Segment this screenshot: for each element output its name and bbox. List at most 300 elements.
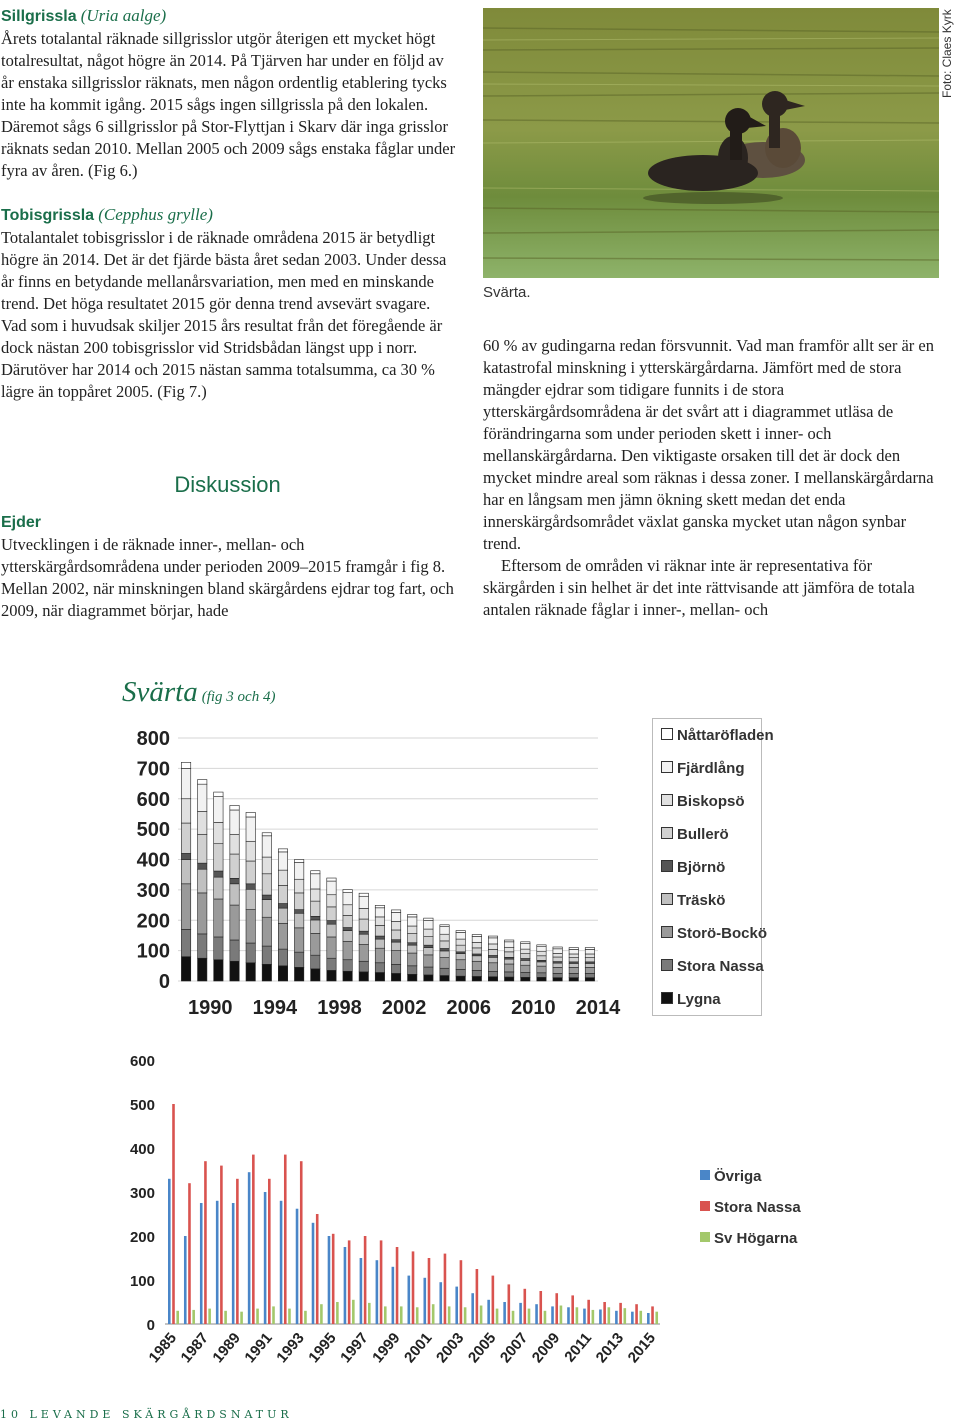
legend-swatch bbox=[661, 728, 673, 740]
bar-segment bbox=[553, 978, 562, 981]
bar bbox=[336, 1302, 339, 1324]
bar bbox=[300, 1161, 303, 1324]
bar-segment bbox=[327, 878, 336, 881]
legend-swatch bbox=[661, 992, 673, 1004]
legend-item bbox=[661, 991, 721, 1008]
bar-segment bbox=[214, 792, 223, 797]
bar-segment bbox=[327, 907, 336, 921]
bar bbox=[328, 1236, 331, 1324]
bar-segment bbox=[456, 969, 465, 976]
bar-segment bbox=[424, 967, 433, 975]
ejder-text: Utvecklingen i de räknade inner-, mellan- och ytterskärgårdsområdena under perioden 2009–2015 framgår i fig 8. Mellan 2002, när minskningen bland skärgårdens ejdrar tog fart, och 2009, när diagrammet börjar, hade bbox=[1, 535, 454, 620]
bar-segment bbox=[375, 917, 384, 926]
legend-label: Stora Nassa bbox=[714, 1199, 801, 1216]
bar bbox=[631, 1312, 634, 1324]
bar bbox=[508, 1284, 511, 1324]
bar bbox=[512, 1311, 515, 1324]
bar-segment bbox=[230, 834, 239, 854]
bar bbox=[551, 1306, 554, 1324]
bar-segment bbox=[359, 919, 368, 931]
diskussion-heading: Diskussion bbox=[174, 472, 281, 497]
bar-segment bbox=[181, 860, 190, 884]
bar-segment bbox=[198, 812, 207, 835]
bar-segment bbox=[391, 951, 400, 965]
legend-label: Bullerö bbox=[677, 826, 729, 843]
bar bbox=[471, 1293, 474, 1324]
legend-swatch bbox=[661, 959, 673, 971]
bar bbox=[567, 1307, 570, 1324]
bar-segment bbox=[440, 948, 449, 950]
tobisgrissla-text: Totalantalet tobisgrisslor i de räknade områdena 2015 är betydligt högre än 2014. Det är det fjärde bästa året sedan 2003. Under dessa år finns en betydande mellanårsvariation, men med en minskande trend. Det höga resultatet 2015 gör denna trend avsevärt svagare. Vad som i huvudsak skiljer 2015 års resultat från det föregående är dock nästan 200 tobisgrisslor vid Stridsbådan längst upp i norr. Därutöver har 2014 och 2015 nästan samma totalsumma, ca 30 % lägre än toppåret 2005. (Fig 7.) bbox=[1, 228, 447, 401]
bar-segment bbox=[230, 905, 239, 940]
bar-segment bbox=[488, 949, 497, 955]
bar bbox=[236, 1179, 239, 1324]
bar-segment bbox=[262, 895, 271, 900]
x-tick-label: 1987 bbox=[177, 1329, 212, 1367]
bar-segment bbox=[488, 977, 497, 981]
bar bbox=[444, 1254, 447, 1324]
bar-segment bbox=[262, 946, 271, 964]
bar bbox=[487, 1300, 490, 1324]
legend-label: Övriga bbox=[714, 1168, 762, 1185]
bar-segment bbox=[246, 817, 255, 841]
bar-segment bbox=[214, 844, 223, 871]
bar bbox=[384, 1306, 387, 1324]
bar bbox=[460, 1260, 463, 1324]
bar-segment bbox=[553, 963, 562, 967]
bar-segment bbox=[504, 972, 513, 977]
x-tick-label: 2014 bbox=[575, 997, 621, 1019]
bar-segment bbox=[198, 893, 207, 934]
bar-segment bbox=[440, 934, 449, 941]
bar-segment bbox=[181, 768, 190, 798]
bar-segment bbox=[553, 973, 562, 977]
x-tick-label: 2009 bbox=[528, 1329, 564, 1367]
bar-segment bbox=[585, 949, 594, 954]
bar-segment bbox=[343, 890, 352, 893]
bar-segment bbox=[408, 945, 417, 953]
bar bbox=[464, 1307, 467, 1324]
bar-segment bbox=[521, 942, 530, 944]
bar-segment bbox=[198, 784, 207, 811]
bar-segment bbox=[424, 945, 433, 947]
bar-segment bbox=[181, 853, 190, 859]
chart1-legend bbox=[652, 718, 774, 1016]
bar-segment bbox=[521, 977, 530, 981]
figure-title-sub: (fig 3 och 4) bbox=[201, 689, 276, 705]
x-tick-label: 2005 bbox=[464, 1329, 500, 1367]
bar bbox=[639, 1311, 642, 1324]
bar-segment bbox=[294, 910, 303, 914]
bar bbox=[476, 1269, 479, 1324]
bar-segment bbox=[569, 958, 578, 962]
bar-segment bbox=[230, 884, 239, 905]
y-tick-label: 0 bbox=[158, 971, 170, 993]
legend-item bbox=[661, 760, 745, 777]
bar bbox=[416, 1307, 419, 1324]
bar bbox=[360, 1258, 363, 1324]
y-tick-label: 200 bbox=[129, 1229, 155, 1246]
y-tick-label: 400 bbox=[136, 849, 170, 872]
legend-item bbox=[661, 892, 725, 909]
bar bbox=[396, 1247, 399, 1324]
legend-label: Biskopsö bbox=[677, 793, 745, 810]
bar-segment bbox=[327, 970, 336, 981]
bar bbox=[423, 1278, 426, 1324]
bar bbox=[240, 1312, 243, 1324]
x-tick-label: 1989 bbox=[209, 1329, 244, 1367]
x-tick-label: 2001 bbox=[401, 1329, 436, 1367]
bar bbox=[220, 1166, 223, 1324]
legend-item bbox=[700, 1168, 762, 1185]
bar-segment bbox=[472, 976, 481, 981]
bar-segment bbox=[537, 945, 546, 947]
stacked-bar-chart bbox=[110, 718, 621, 1023]
figure-title bbox=[122, 676, 275, 709]
x-tick-label: 1997 bbox=[337, 1329, 372, 1367]
bar-segment bbox=[359, 893, 368, 896]
bar-segment bbox=[375, 963, 384, 973]
bar-segment bbox=[294, 967, 303, 981]
bar-segment bbox=[521, 972, 530, 977]
legend-item bbox=[661, 727, 774, 744]
bar bbox=[256, 1309, 259, 1324]
bar bbox=[539, 1291, 542, 1324]
bar bbox=[320, 1304, 323, 1324]
bar-segment bbox=[553, 953, 562, 957]
bar bbox=[428, 1258, 431, 1324]
bar bbox=[619, 1303, 622, 1324]
bar-segment bbox=[456, 954, 465, 960]
bar-segment bbox=[214, 797, 223, 823]
y-tick-label: 500 bbox=[136, 819, 170, 842]
bar-segment bbox=[214, 960, 223, 981]
bar bbox=[623, 1308, 626, 1324]
bar-segment bbox=[391, 940, 400, 942]
bar bbox=[272, 1306, 275, 1324]
bar bbox=[364, 1236, 367, 1324]
bar-segment bbox=[472, 956, 481, 961]
legend-item bbox=[661, 826, 729, 843]
x-tick-label: 1990 bbox=[188, 997, 233, 1019]
bar-segment bbox=[504, 947, 513, 952]
bar-segment bbox=[472, 961, 481, 970]
bar-segment bbox=[440, 958, 449, 969]
bar bbox=[535, 1304, 538, 1324]
bar bbox=[216, 1201, 219, 1324]
legend-label: Träskö bbox=[677, 892, 726, 909]
legend-swatch bbox=[661, 860, 673, 872]
bar-segment bbox=[343, 893, 352, 905]
bar bbox=[188, 1183, 191, 1324]
bar bbox=[555, 1293, 558, 1324]
photo-scoters bbox=[483, 8, 939, 278]
legend-label: Fjärdlång bbox=[677, 760, 745, 777]
bar-segment bbox=[391, 910, 400, 912]
bar-segment bbox=[488, 957, 497, 962]
bar-segment bbox=[408, 934, 417, 943]
bar-segment bbox=[456, 932, 465, 939]
bar-segment bbox=[521, 965, 530, 972]
bar-segment bbox=[391, 912, 400, 921]
tobisgrissla-latin: (Cepphus grylle) bbox=[98, 205, 213, 224]
bar-segment bbox=[198, 863, 207, 869]
bar bbox=[651, 1306, 654, 1324]
bar bbox=[264, 1192, 267, 1324]
right-paragraph-2: Eftersom de områden vi räknar inte är representativa för skärgården i sin helhet är det inte rättvisande att jämföra de totala antalen räknade fåglar i inner-, mellan- och bbox=[483, 556, 915, 619]
bar-segment bbox=[262, 833, 271, 836]
bar-segment bbox=[488, 936, 497, 938]
bar-segment bbox=[440, 925, 449, 927]
bar-segment bbox=[294, 893, 303, 910]
bar-segment bbox=[311, 901, 320, 916]
bar-segment bbox=[198, 958, 207, 981]
bar bbox=[496, 1309, 499, 1324]
bar bbox=[528, 1309, 531, 1324]
bar-segment bbox=[456, 960, 465, 970]
bar-segment bbox=[569, 978, 578, 981]
bar-segment bbox=[585, 958, 594, 962]
bar-segment bbox=[488, 971, 497, 976]
bar-segment bbox=[311, 889, 320, 901]
bar bbox=[523, 1289, 526, 1324]
bar-segment bbox=[488, 963, 497, 972]
bar-segment bbox=[553, 947, 562, 949]
bar-segment bbox=[311, 933, 320, 955]
bar bbox=[172, 1104, 175, 1324]
bar-segment bbox=[537, 947, 546, 952]
bar bbox=[583, 1309, 586, 1324]
x-tick-label: 1995 bbox=[305, 1329, 340, 1367]
bar-segment bbox=[375, 908, 384, 917]
bar-segment bbox=[294, 863, 303, 880]
bar-segment bbox=[537, 973, 546, 978]
bar-segment bbox=[294, 952, 303, 967]
left-column-bottom bbox=[1, 511, 456, 622]
bar-segment bbox=[311, 874, 320, 889]
bar-segment bbox=[408, 974, 417, 981]
bar-segment bbox=[569, 967, 578, 973]
bar-segment bbox=[521, 949, 530, 954]
bar-segment bbox=[262, 874, 271, 895]
bar bbox=[232, 1203, 235, 1324]
legend-label: Storö-Bockö bbox=[677, 925, 767, 942]
bar bbox=[455, 1287, 458, 1324]
legend-swatch bbox=[661, 926, 673, 938]
bar-segment bbox=[585, 973, 594, 977]
bar-segment bbox=[214, 899, 223, 937]
bar-segment bbox=[408, 966, 417, 975]
photo-caption: Svärta. bbox=[483, 284, 531, 301]
bar-segment bbox=[311, 871, 320, 874]
bar-segment bbox=[262, 857, 271, 874]
bar-segment bbox=[472, 948, 481, 954]
bar bbox=[284, 1155, 287, 1324]
bar-segment bbox=[391, 942, 400, 951]
bar-segment bbox=[311, 969, 320, 981]
bar-segment bbox=[504, 977, 513, 981]
bar-segment bbox=[408, 926, 417, 934]
bar-segment bbox=[343, 915, 352, 927]
bar-segment bbox=[537, 962, 546, 966]
legend-label: Björnö bbox=[677, 859, 726, 876]
bar bbox=[248, 1172, 251, 1324]
bar-segment bbox=[375, 939, 384, 948]
bar-segment bbox=[456, 976, 465, 981]
bar-segment bbox=[537, 966, 546, 973]
bar-segment bbox=[230, 854, 239, 878]
sillgrissla-heading: Sillgrissla bbox=[1, 8, 77, 25]
bar-segment bbox=[521, 944, 530, 949]
bar-segment bbox=[343, 971, 352, 981]
bar-segment bbox=[278, 923, 287, 949]
bar-segment bbox=[214, 937, 223, 960]
bar-segment bbox=[278, 908, 287, 923]
bar-segment bbox=[359, 934, 368, 944]
bar-segment bbox=[294, 860, 303, 863]
bar-segment bbox=[230, 810, 239, 834]
bar bbox=[571, 1295, 574, 1324]
bar-segment bbox=[343, 905, 352, 916]
bar-segment bbox=[585, 948, 594, 950]
bar bbox=[224, 1311, 227, 1324]
page-footer: 10 LEVANDE SKÄRGÅRDSNATUR bbox=[0, 1408, 293, 1421]
legend-swatch bbox=[700, 1232, 710, 1242]
x-tick-label: 1999 bbox=[369, 1329, 404, 1367]
legend-swatch bbox=[661, 794, 673, 806]
legend-swatch bbox=[661, 827, 673, 839]
bar bbox=[380, 1240, 383, 1324]
bar bbox=[352, 1300, 355, 1324]
bar-segment bbox=[278, 870, 287, 885]
x-tick-label: 1994 bbox=[252, 997, 298, 1019]
y-tick-label: 600 bbox=[129, 1053, 155, 1070]
bar-segment bbox=[424, 918, 433, 920]
bar-segment bbox=[327, 937, 336, 958]
y-tick-label: 0 bbox=[146, 1317, 155, 1334]
legend-swatch bbox=[700, 1201, 710, 1211]
x-tick-label: 1985 bbox=[145, 1329, 181, 1367]
x-tick-label: 1993 bbox=[273, 1329, 308, 1367]
left-column-top bbox=[1, 5, 456, 403]
legend-item bbox=[661, 859, 725, 876]
bar-segment bbox=[230, 878, 239, 883]
bar-segment bbox=[327, 921, 336, 925]
bar-segment bbox=[278, 849, 287, 852]
y-tick-label: 600 bbox=[136, 788, 170, 811]
bar-segment bbox=[262, 836, 271, 857]
x-tick-label: 2007 bbox=[496, 1329, 532, 1367]
bar-segment bbox=[278, 949, 287, 966]
bar bbox=[368, 1303, 371, 1324]
bar-segment bbox=[262, 900, 271, 918]
bar-segment bbox=[327, 881, 336, 895]
legend-label: Lygna bbox=[677, 991, 721, 1008]
bar-segment bbox=[375, 905, 384, 907]
bar-segment bbox=[424, 929, 433, 937]
y-tick-label: 800 bbox=[136, 728, 170, 750]
bar-segment bbox=[327, 895, 336, 907]
bar-segment bbox=[198, 834, 207, 863]
sillgrissla-text: Årets totalantal räknade sillgrisslor utgör återigen ett mycket högt totalresultat, något högre än 2014. På Tjärven har under en följd av år enstaka sillgrisslor räknats, men någon ordentlig etablering tycks inte ha kommit igång. 2015 sågs ingen sillgrissla på den lokalen. Däremot sågs 6 sillgrisslor på Stor-Flyttjan i Skarv där inga grisslor räknats sedan 2010. Mellan 2005 och 2009 sågs enstaka fåglar under fyra av åren. (Fig 6.) bbox=[1, 29, 456, 180]
bar-segment bbox=[391, 973, 400, 981]
bar bbox=[204, 1161, 207, 1324]
bar-segment bbox=[311, 955, 320, 969]
bar bbox=[432, 1304, 435, 1324]
bar-segment bbox=[488, 944, 497, 949]
bar bbox=[200, 1203, 203, 1324]
bar-segment bbox=[569, 948, 578, 950]
y-tick-label: 700 bbox=[136, 758, 170, 781]
bar-segment bbox=[537, 977, 546, 981]
bar bbox=[296, 1209, 299, 1324]
bar-segment bbox=[327, 958, 336, 970]
bar-segment bbox=[278, 966, 287, 981]
bar bbox=[304, 1311, 307, 1324]
bar-segment bbox=[456, 939, 465, 945]
bar bbox=[519, 1303, 522, 1324]
bar-segment bbox=[569, 973, 578, 977]
bar-segment bbox=[214, 877, 223, 899]
y-tick-label: 300 bbox=[136, 879, 170, 902]
x-tick-label: 2013 bbox=[592, 1329, 628, 1367]
x-tick-label: 2011 bbox=[561, 1329, 596, 1366]
bar bbox=[316, 1214, 319, 1324]
bar-segment bbox=[246, 812, 255, 817]
bar bbox=[184, 1236, 187, 1324]
bar-segment bbox=[181, 799, 190, 823]
bar bbox=[344, 1247, 347, 1324]
bar-segment bbox=[408, 917, 417, 926]
bar-segment bbox=[230, 805, 239, 810]
bar-segment bbox=[230, 940, 239, 961]
bar-segment bbox=[359, 945, 368, 962]
legend-item bbox=[661, 925, 767, 942]
tobisgrissla-heading: Tobisgrissla bbox=[1, 207, 95, 224]
bar-segment bbox=[391, 921, 400, 930]
bar-segment bbox=[537, 956, 546, 961]
right-column bbox=[483, 335, 938, 621]
bar-segment bbox=[230, 961, 239, 981]
bar-segment bbox=[553, 967, 562, 973]
bar-segment bbox=[391, 964, 400, 973]
bar bbox=[615, 1311, 618, 1324]
bar-segment bbox=[569, 954, 578, 958]
legend-item bbox=[700, 1230, 797, 1247]
x-tick-label: 2015 bbox=[624, 1329, 660, 1367]
bar-segment bbox=[424, 937, 433, 946]
legend-swatch bbox=[661, 761, 673, 773]
bar-segment bbox=[521, 954, 530, 959]
bar-segment bbox=[294, 913, 303, 928]
bar-segment bbox=[181, 957, 190, 981]
bar bbox=[480, 1306, 483, 1324]
bar-segment bbox=[585, 967, 594, 973]
bar bbox=[560, 1306, 563, 1324]
bar-segment bbox=[553, 957, 562, 962]
bar-segment bbox=[585, 978, 594, 981]
bar bbox=[599, 1309, 602, 1324]
bar-segment bbox=[440, 951, 449, 958]
bar-segment bbox=[440, 968, 449, 975]
legend-item bbox=[700, 1199, 801, 1216]
bar bbox=[192, 1310, 195, 1324]
bar-segment bbox=[504, 940, 513, 942]
bar-segment bbox=[181, 929, 190, 956]
bar bbox=[439, 1282, 442, 1324]
bar-segment bbox=[408, 914, 417, 916]
bar-segment bbox=[311, 920, 320, 933]
